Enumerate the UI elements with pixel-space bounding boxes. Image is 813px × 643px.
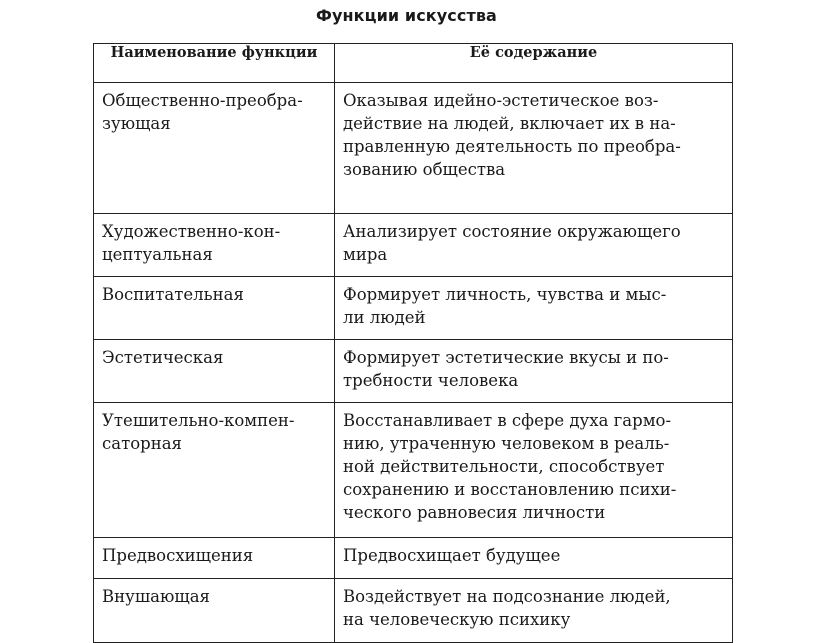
function-name: Предвосхищения <box>102 546 254 565</box>
function-content: Оказывая идейно-эстетическое воз- действие на людей, включает их в на- правленную деятельность по преобра- зованию общества <box>343 91 681 179</box>
function-content: Предвосхищает будущее <box>343 546 561 565</box>
table-header-row <box>94 44 733 83</box>
table-row <box>94 277 733 340</box>
function-content: Воздействует на подсознание людей, на человеческую психику <box>343 587 671 629</box>
function-name: Внушающая <box>102 587 210 606</box>
function-name: Общественно-преобра- зующая <box>102 91 303 133</box>
header-function-name: Наименование функции <box>94 44 335 83</box>
function-content: Формирует личность, чувства и мыс- ли людей <box>343 285 667 327</box>
function-name: Утешительно-компен- саторная <box>102 411 295 453</box>
functions-table <box>93 43 733 643</box>
table-row <box>94 214 733 277</box>
table-row <box>94 403 733 538</box>
page-title: Функции искусства <box>316 6 497 25</box>
table-row <box>94 83 733 214</box>
function-name: Воспитательная <box>102 285 244 304</box>
function-name: Художественно-кон- цептуальная <box>102 222 281 264</box>
function-content: Анализирует состояние окружающего мира <box>343 222 681 264</box>
function-name: Эстетическая <box>102 348 224 367</box>
function-content: Формирует эстетические вкусы и по- требности человека <box>343 348 669 390</box>
header-function-content: Её содержание <box>335 44 733 83</box>
table-row <box>94 579 733 643</box>
function-content: Восстанавливает в сфере духа гармо- нию, утраченную человеком в реаль- ной действительности, способствует сохранению и восстановлению психи- ческого равновесия личности <box>343 411 677 522</box>
table-row <box>94 538 733 579</box>
table-row <box>94 340 733 403</box>
